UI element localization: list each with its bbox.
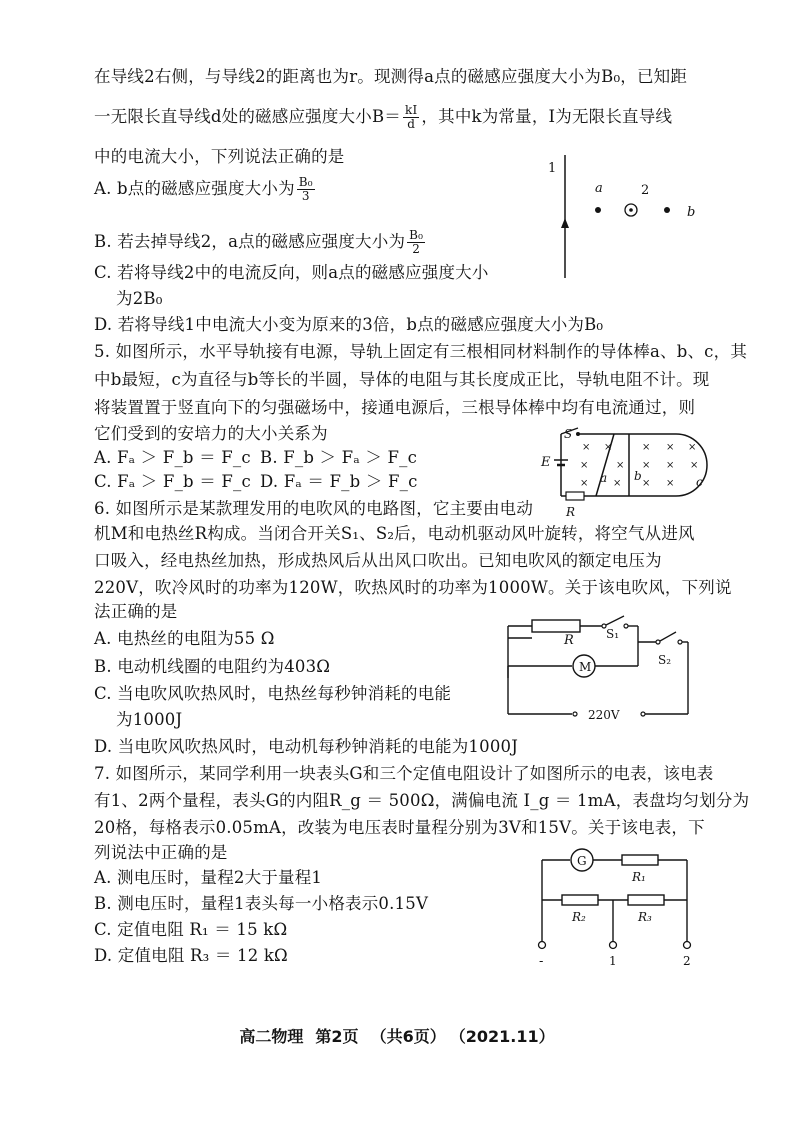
resistor-r2-label: R₂ bbox=[572, 910, 586, 924]
q5-option-b: B. F_b ＞ Fₐ ＞ F_c bbox=[260, 448, 418, 467]
fraction-numerator: B₀ bbox=[409, 228, 424, 242]
point-b-label: b bbox=[687, 205, 696, 220]
galvanometer-g-label: G bbox=[577, 854, 587, 868]
footer-subject: 高二物理 bbox=[239, 1027, 304, 1046]
q4-option-b-text: B. 若去掉导线2，a点的磁感应强度大小为 bbox=[94, 232, 406, 251]
resistor-r3-label: R₃ bbox=[638, 910, 652, 924]
point-a-label: a bbox=[595, 181, 603, 196]
terminal-1-label: 1 bbox=[609, 954, 617, 968]
q6-line-5: 法正确的是 bbox=[94, 602, 178, 621]
supply-voltage-label: 220V bbox=[588, 708, 620, 722]
q7-line-2: 有1、2两个量程，表头G的内阻R_g ＝ 500Ω，满偏电流 I_g ＝ 1mA，表盘均匀划分为 bbox=[94, 791, 750, 810]
fraction-denominator: 3 bbox=[301, 189, 310, 203]
field-x: × bbox=[580, 460, 589, 471]
field-x: × bbox=[690, 460, 699, 471]
q5-option-d: D. Fₐ ＝ F_b ＞ F_c bbox=[260, 472, 418, 491]
field-x: × bbox=[616, 460, 625, 471]
field-x: × bbox=[582, 442, 591, 453]
resistor-r1-label: R₁ bbox=[632, 870, 646, 884]
q5-line-4: 它们受到的安培力的大小关系为 bbox=[94, 424, 328, 443]
q6-line-1: 6. 如图所示是某款理发用的电吹风的电路图，它主要由电动 bbox=[94, 499, 534, 518]
field-x: × bbox=[688, 442, 697, 453]
fraction-numerator: B₀ bbox=[298, 175, 313, 189]
q6-option-d: D. 当电吹风吹热风时，电动机每秒钟消耗的电能为1000J bbox=[94, 737, 519, 756]
switch-s1-label: S₁ bbox=[606, 627, 620, 641]
q6-option-a: A. 电热丝的电阻为55 Ω bbox=[94, 629, 275, 648]
wire-1-label: 1 bbox=[548, 161, 557, 176]
q6-option-c-line-1: C. 当电吹风吹热风时，电热丝每秒钟消耗的电能 bbox=[94, 684, 452, 703]
switch-s2-label: S₂ bbox=[658, 653, 672, 667]
page-footer bbox=[0, 1024, 794, 1047]
footer-date: （2021.11） bbox=[457, 1027, 555, 1046]
resistor-r-label: R bbox=[566, 505, 576, 519]
q4-option-b-fraction bbox=[407, 229, 425, 256]
motor-m-label: M bbox=[579, 660, 592, 674]
q6-figure-hair-dryer-circuit bbox=[498, 608, 698, 724]
q4-line-1: 在导线2右侧，与导线2的距离也为r。现测得a点的磁感应强度大小为B₀，已知距 bbox=[94, 67, 688, 86]
rod-a-label: a bbox=[600, 471, 608, 485]
q4-option-a-text: A. b点的磁感应强度大小为 bbox=[94, 179, 295, 198]
field-x: × bbox=[580, 478, 589, 489]
q5-figure-rails bbox=[536, 424, 706, 520]
q4-line-2-text-b: ，其中k为常量，I为无限长直导线 bbox=[421, 107, 673, 126]
q7-line-1: 7. 如图所示，某同学利用一块表头G和三个定值电阻设计了如图所示的电表，该电表 bbox=[94, 764, 714, 783]
field-x: × bbox=[666, 460, 675, 471]
field-x: × bbox=[642, 460, 651, 471]
battery-e-label: E bbox=[541, 455, 551, 470]
field-x: × bbox=[613, 478, 622, 489]
q7-option-c: C. 定值电阻 R₁ ＝ 15 kΩ bbox=[94, 920, 288, 939]
q6-option-b: B. 电动机线圈的电阻约为403Ω bbox=[94, 657, 331, 676]
q5-line-1: 5. 如图所示，水平导轨接有电源，导轨上固定有三根相同材料制作的导体棒a、b、c，其 bbox=[94, 342, 748, 361]
field-x: × bbox=[666, 478, 675, 489]
switch-s-label: S bbox=[564, 427, 573, 441]
q5-option-a: A. Fₐ ＞ F_b ＝ F_c bbox=[94, 448, 251, 467]
q4-line-2 bbox=[94, 104, 672, 131]
field-x: × bbox=[604, 442, 613, 453]
q7-option-b: B. 测电压时，量程1表头每一小格表示0.15V bbox=[94, 894, 429, 913]
q5-line-3: 将装置置于竖直向下的匀强磁场中，接通电源后，三根导体棒中均有电流通过，则 bbox=[94, 398, 696, 417]
q4-option-a-fraction bbox=[297, 176, 315, 203]
terminal-2-label: 2 bbox=[683, 954, 691, 968]
rod-c-label: c bbox=[696, 475, 703, 489]
fraction-numerator: kI bbox=[405, 103, 418, 117]
q7-line-4: 列说法中正确的是 bbox=[94, 843, 228, 862]
resistor-r-label: R bbox=[564, 633, 574, 648]
q7-option-a: A. 测电压时，量程2大于量程1 bbox=[94, 868, 323, 887]
q7-line-3: 20格，每格表示0.05mA，改装为电压表时量程分别为3V和15V。关于该电表，下 bbox=[94, 818, 705, 837]
q4-option-d: D. 若将导线1中电流大小变为原来的3倍，b点的磁感应强度大小为B₀ bbox=[94, 315, 604, 334]
q5-option-c: C. Fₐ ＞ F_b ＝ F_c bbox=[94, 472, 251, 491]
fraction-denominator: d bbox=[407, 117, 416, 131]
q7-figure-meter-circuit bbox=[532, 845, 702, 970]
footer-total-pages: （共6页） bbox=[370, 1027, 446, 1046]
q7-option-d: D. 定值电阻 R₃ ＝ 12 kΩ bbox=[94, 946, 288, 965]
q5-line-2: 中b最短，c为直径与b等长的半圆，导体的电阻与其长度成正比，导轨电阻不计。现 bbox=[94, 370, 710, 389]
field-x: × bbox=[666, 442, 675, 453]
q4-option-b bbox=[94, 229, 427, 256]
field-x: × bbox=[642, 478, 651, 489]
q4-option-c-line-1: C. 若将导线2中的电流反向，则a点的磁感应强度大小 bbox=[94, 263, 489, 282]
q4-figure-wires bbox=[540, 150, 710, 285]
footer-page: 第2页 bbox=[315, 1027, 359, 1046]
q6-option-c-line-2: 为1000J bbox=[116, 710, 183, 729]
q6-line-2: 机M和电热丝R构成。当闭合开关S₁、S₂后，电动机驱动风叶旋转，将空气从进风 bbox=[94, 524, 695, 543]
q4-option-a bbox=[94, 176, 317, 203]
fraction-denominator: 2 bbox=[412, 242, 421, 256]
field-x: × bbox=[642, 442, 651, 453]
q6-line-4: 220V，吹冷风时的功率为120W，吹热风时的功率为1000W。关于该电吹风，下列说 bbox=[94, 578, 732, 597]
q4-formula-fraction bbox=[403, 104, 419, 131]
wire-2-label: 2 bbox=[641, 183, 650, 198]
q4-option-c-line-2: 为2B₀ bbox=[116, 289, 163, 308]
q4-line-2-text-a: 一无限长直导线d处的磁感应强度大小B＝ bbox=[94, 107, 401, 126]
q6-line-3: 口吸入，经电热丝加热，形成热风后从出风口吹出。已知电吹风的额定电压为 bbox=[94, 551, 662, 570]
q4-line-3: 中的电流大小，下列说法正确的是 bbox=[94, 147, 345, 166]
rod-b-label: b bbox=[634, 469, 642, 483]
terminal-minus-label: - bbox=[539, 954, 544, 969]
